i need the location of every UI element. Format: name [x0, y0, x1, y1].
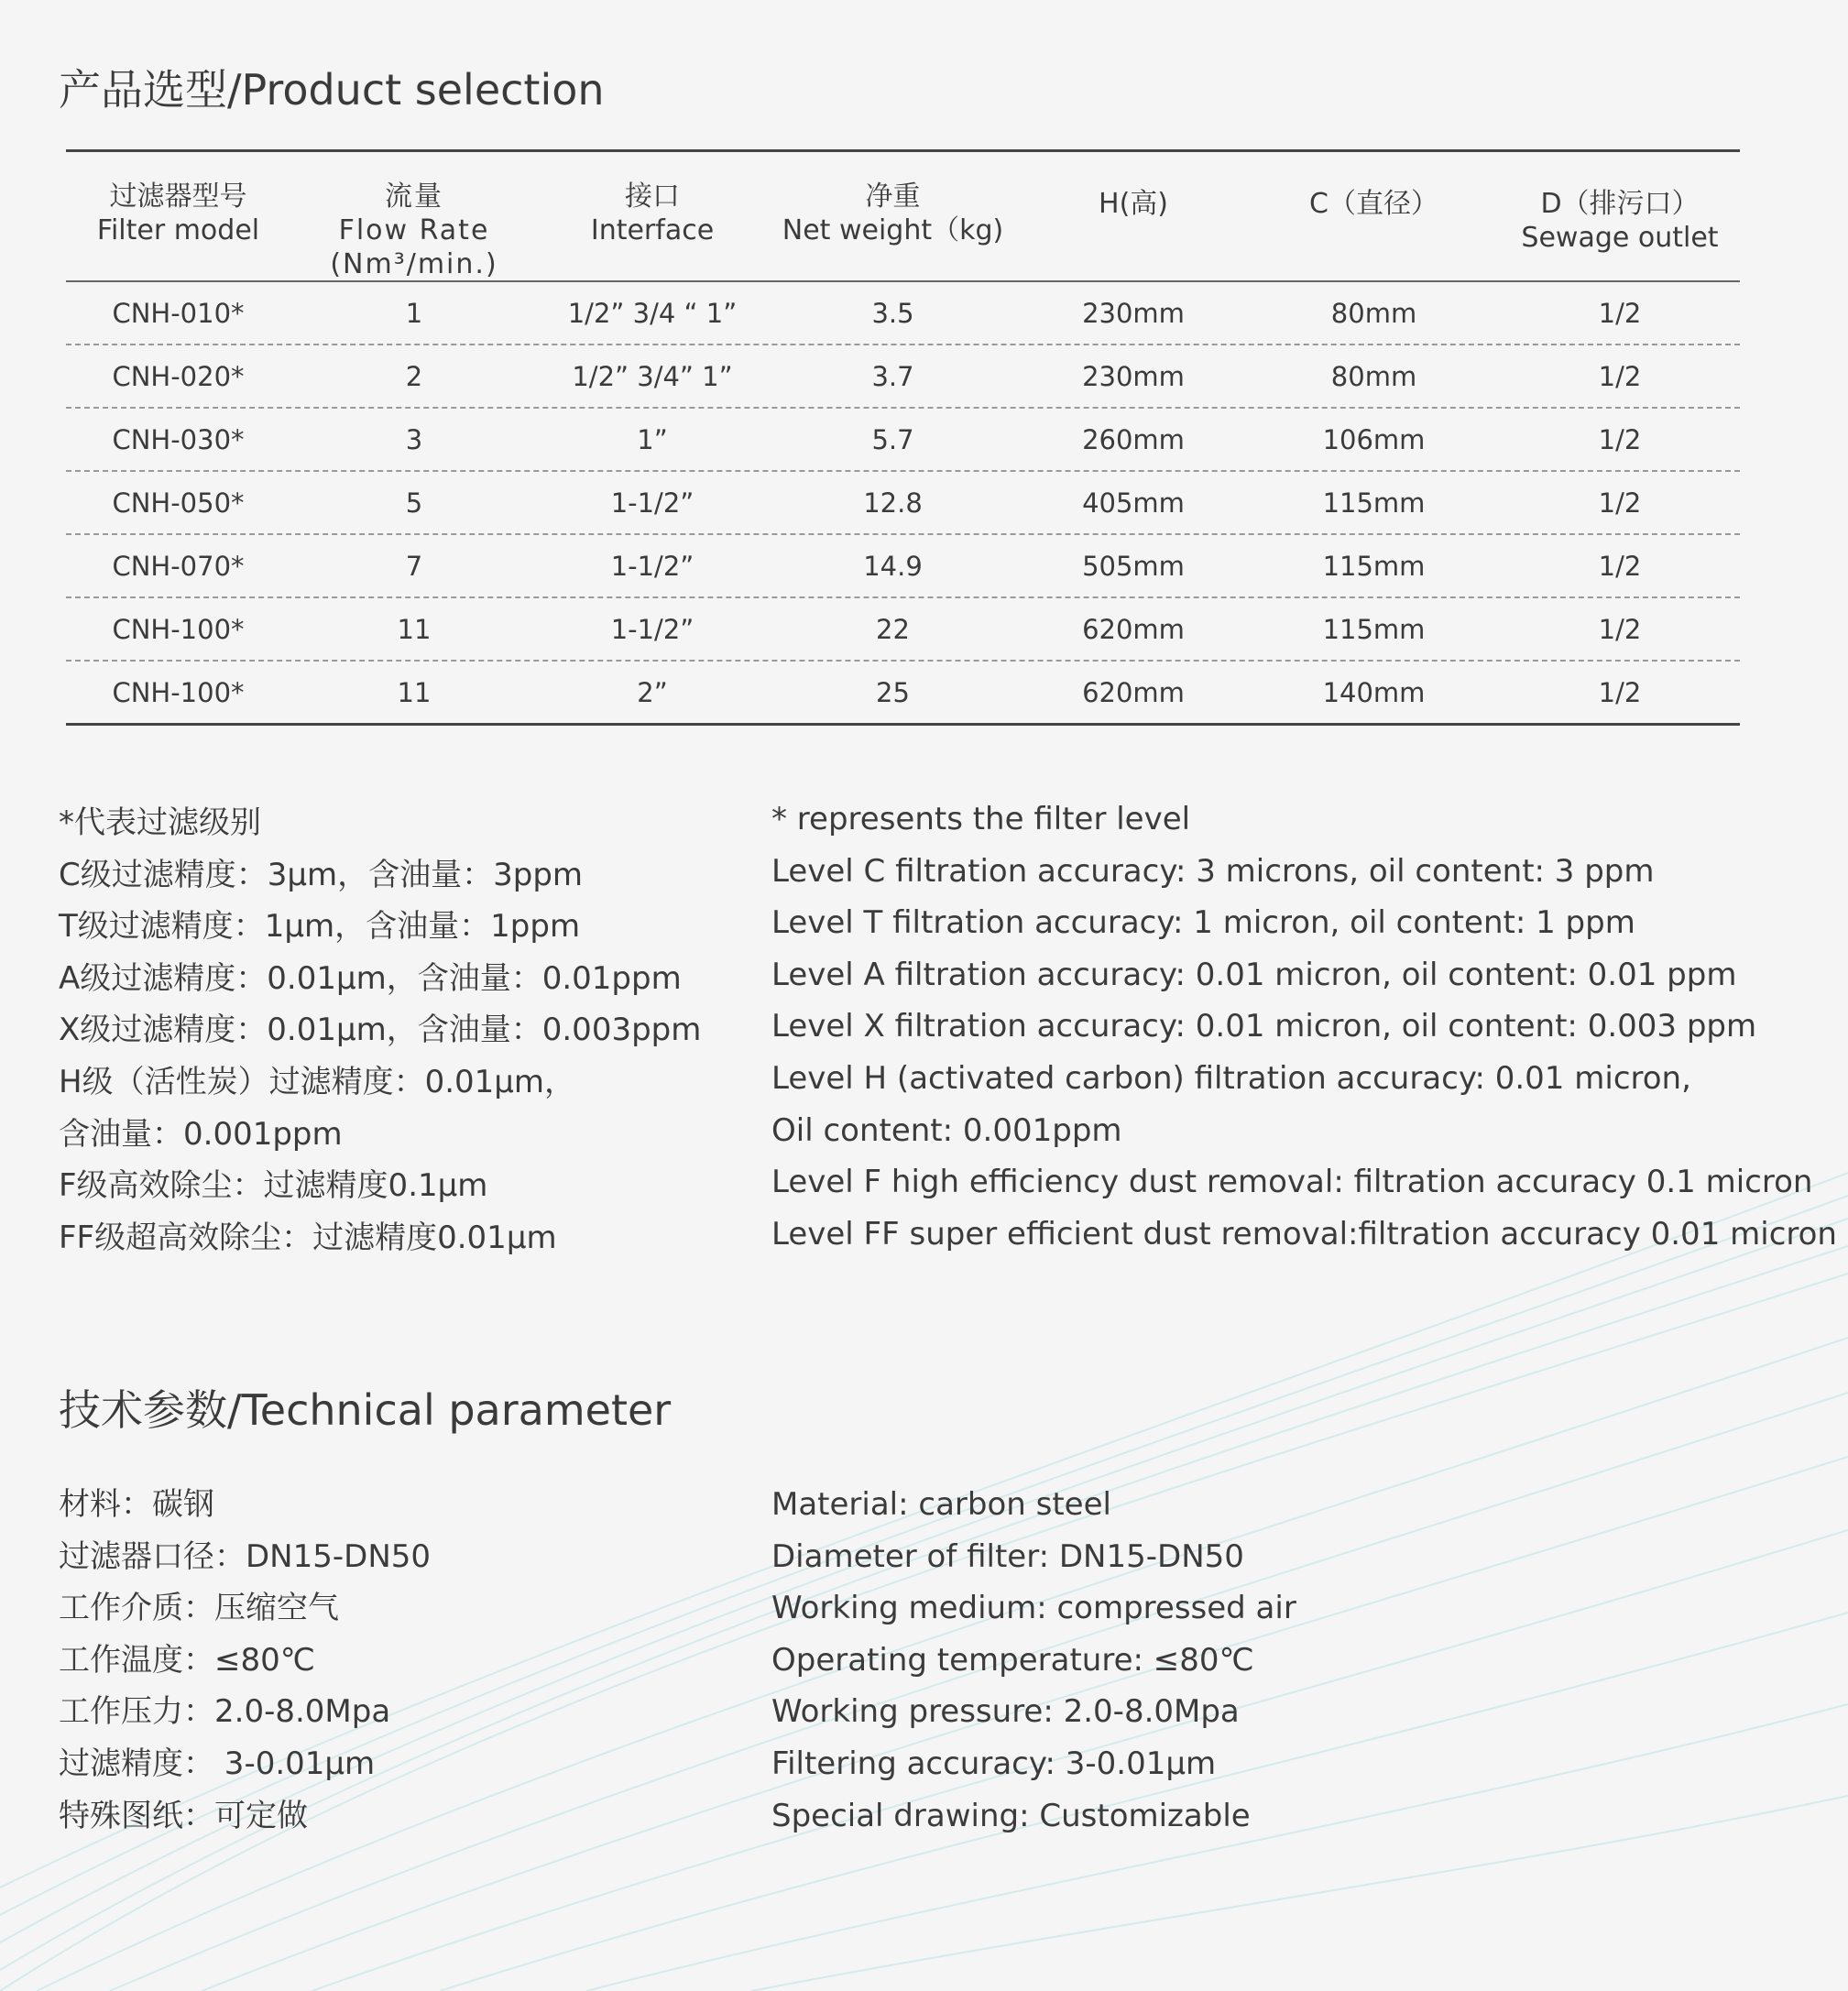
note-line: X级过滤精度：0.01μm，含油量：0.003ppm [59, 1012, 702, 1049]
cell-height: 405mm [1082, 487, 1185, 519]
note-line: 含油量：0.001ppm [59, 1115, 343, 1153]
parameter-line: Working medium: compressed air [771, 1590, 1296, 1627]
cell-net-weight: 12.8 [863, 487, 923, 519]
cell-diameter: 140mm [1322, 676, 1426, 708]
cell-net-weight: 3.5 [871, 297, 914, 329]
cell-diameter: 115mm [1322, 487, 1426, 519]
filter-level-notes-en [771, 793, 1837, 1260]
cell-height: 620mm [1082, 613, 1185, 645]
note-line: A级过滤精度：0.01μm，含油量：0.01ppm [59, 959, 682, 997]
cell-interface: 1/2” 3/4 “ 1” [567, 297, 738, 329]
header-diameter: C（直径） [1309, 188, 1438, 220]
header-sewage-outlet: D（排污口） Sewage outlet [1521, 188, 1719, 254]
note-line: Level A filtration accuracy: 0.01 micron, oil content: 0.01 ppm [771, 956, 1737, 993]
table-row [66, 535, 1740, 598]
note-line: Level FF super efficient dust removal:filtration accuracy 0.01 micron [771, 1215, 1837, 1253]
cell-diameter: 115mm [1322, 550, 1426, 582]
note-line: Oil content: 0.001ppm [771, 1111, 1122, 1149]
parameter-line: Material: carbon steel [771, 1486, 1111, 1523]
note-line: Level C filtration accuracy: 3 microns, oil content: 3 ppm [771, 852, 1655, 890]
cell-model: CNH-010* [112, 297, 245, 329]
cell-interface: 1” [637, 423, 668, 455]
note-line: T级过滤精度：1μm，含油量：1ppm [59, 908, 581, 946]
cell-net-weight: 3.7 [871, 360, 914, 392]
cell-flow-rate: 11 [397, 676, 432, 708]
cell-height: 620mm [1082, 676, 1185, 708]
cell-model: CNH-100* [112, 613, 245, 645]
cell-height: 260mm [1082, 423, 1185, 455]
cell-flow-rate: 3 [405, 423, 423, 455]
cell-height: 505mm [1082, 550, 1185, 582]
cell-interface: 1/2” 3/4” 1” [572, 360, 733, 392]
note-line: Level T filtration accuracy: 1 micron, oil content: 1 ppm [771, 904, 1635, 942]
parameter-line: Diameter of filter: DN15-DN50 [771, 1537, 1244, 1575]
table-header-row [66, 152, 1740, 282]
parameter-line: 特殊图纸：可定做 [59, 1797, 308, 1834]
table-row [66, 662, 1740, 723]
table-row [66, 472, 1740, 535]
parameter-line: Special drawing: Customizable [771, 1797, 1251, 1834]
note-line: H级（活性炭）过滤精度：0.01μm， [59, 1063, 576, 1100]
cell-height: 230mm [1082, 297, 1185, 329]
header-flow-rate: 流量 Flow Rate (Nm³/min.) [330, 181, 498, 280]
note-line: C级过滤精度：3μm，含油量：3ppm [59, 856, 584, 893]
table-row [66, 282, 1740, 345]
cell-sewage-outlet: 1/2 [1598, 550, 1642, 582]
cell-diameter: 115mm [1322, 613, 1426, 645]
header-net-weight: 净重 Net weight（kg) [782, 181, 1004, 246]
technical-parameters-cn [59, 1479, 431, 1842]
cell-net-weight: 25 [876, 676, 910, 708]
cell-net-weight: 14.9 [863, 550, 923, 582]
cell-flow-rate: 7 [405, 550, 423, 582]
table-row [66, 598, 1740, 662]
header-interface: 接口 Interface [590, 181, 715, 246]
parameter-line: 工作温度：≤80℃ [59, 1641, 315, 1679]
table-row [66, 409, 1740, 472]
cell-flow-rate: 11 [397, 613, 432, 645]
cell-model: CNH-020* [112, 360, 245, 392]
cell-sewage-outlet: 1/2 [1598, 487, 1642, 519]
cell-model: CNH-050* [112, 487, 245, 519]
cell-sewage-outlet: 1/2 [1598, 360, 1642, 392]
cell-interface: 1-1/2” [610, 487, 694, 519]
parameter-line: 材料：碳钢 [59, 1486, 214, 1523]
cell-model: CNH-100* [112, 676, 245, 708]
note-line: Level H (activated carbon) filtration accuracy: 0.01 micron, [771, 1059, 1691, 1097]
note-line: F级高效除尘：过滤精度0.1μm [59, 1167, 488, 1205]
technical-parameter-title: 技术参数/Technical parameter [59, 1385, 672, 1435]
note-line: Level X filtration accuracy: 0.01 micron, oil content: 0.003 ppm [771, 1008, 1757, 1045]
product-selection-title: 产品选型/Product selection [59, 65, 605, 115]
cell-sewage-outlet: 1/2 [1598, 676, 1642, 708]
cell-interface: 2” [637, 676, 668, 708]
cell-net-weight: 5.7 [871, 423, 914, 455]
note-line: *代表过滤级别 [59, 804, 261, 841]
parameter-line: Filtering accuracy: 3-0.01μm [771, 1745, 1217, 1782]
parameter-line: 过滤器口径：DN15-DN50 [59, 1537, 432, 1575]
parameter-line: Operating temperature: ≤80℃ [771, 1641, 1254, 1679]
cell-sewage-outlet: 1/2 [1598, 613, 1642, 645]
cell-flow-rate: 5 [405, 487, 423, 519]
parameter-line: 过滤精度： 3-0.01μm [59, 1745, 376, 1782]
parameter-line: 工作介质：压缩空气 [59, 1590, 339, 1627]
table-row [66, 345, 1740, 409]
header-filter-model: 过滤器型号 Filter model [96, 181, 260, 246]
cell-diameter: 106mm [1322, 423, 1426, 455]
note-line: Level F high efficiency dust removal: filtration accuracy 0.1 micron [771, 1164, 1813, 1201]
cell-sewage-outlet: 1/2 [1598, 423, 1642, 455]
note-line: FF级超高效除尘：过滤精度0.01μm [59, 1219, 557, 1256]
cell-diameter: 80mm [1330, 360, 1417, 392]
cell-height: 230mm [1082, 360, 1185, 392]
cell-net-weight: 22 [876, 613, 910, 645]
cell-sewage-outlet: 1/2 [1598, 297, 1642, 329]
cell-model: CNH-030* [112, 423, 245, 455]
cell-flow-rate: 1 [405, 297, 423, 329]
parameter-line: Working pressure: 2.0-8.0Mpa [771, 1693, 1240, 1731]
technical-parameters-en [771, 1479, 1296, 1842]
cell-flow-rate: 2 [405, 360, 423, 392]
filter-level-notes-cn [59, 797, 701, 1264]
header-height: H(高) [1099, 188, 1168, 220]
cell-interface: 1-1/2” [610, 550, 694, 582]
parameter-line: 工作压力：2.0-8.0Mpa [59, 1693, 391, 1731]
cell-model: CNH-070* [112, 550, 245, 582]
note-line: * represents the filter level [771, 801, 1191, 837]
cell-interface: 1-1/2” [610, 613, 694, 645]
cell-diameter: 80mm [1330, 297, 1417, 329]
product-selection-table [66, 149, 1740, 726]
